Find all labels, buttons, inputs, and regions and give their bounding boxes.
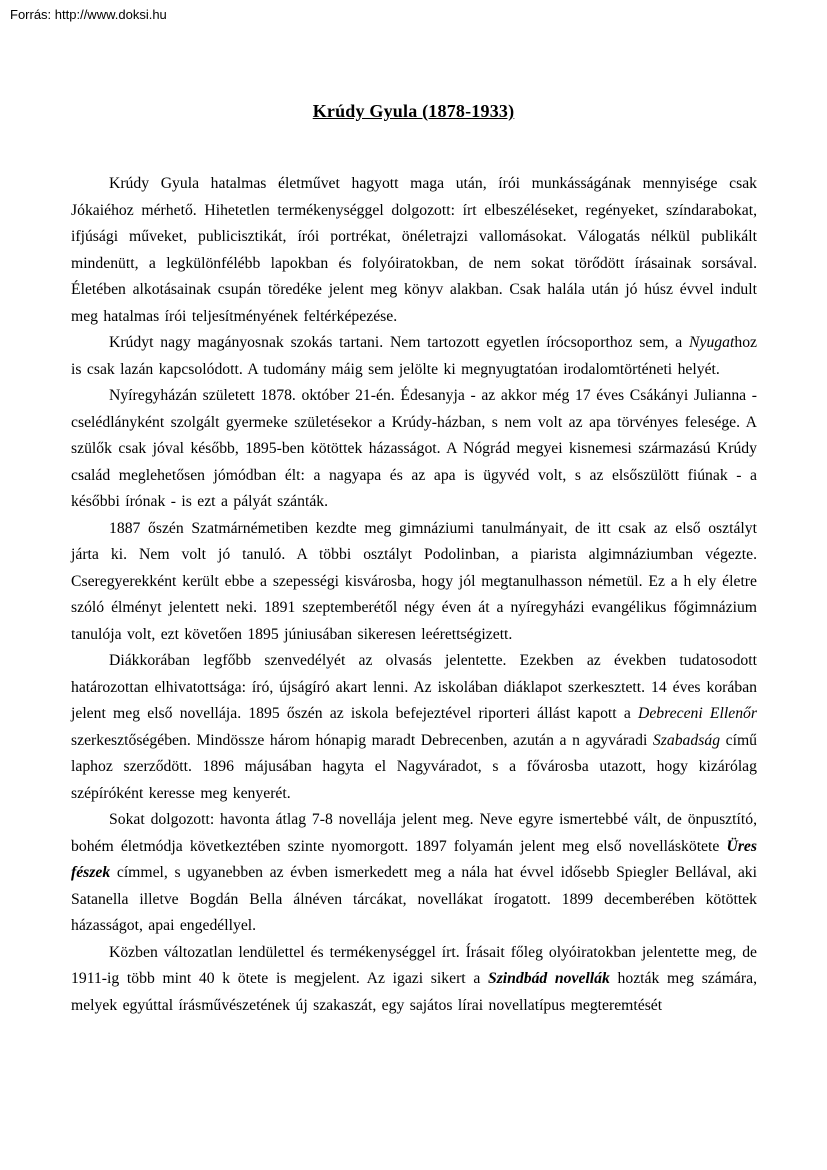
text-run: Nyíregyházán született 1878. október 21-én. Édesanyja - az akkor még 17 éves Csákányi Julianna - cselédlányként szolgált gyermeke születésekor a Krúdy-házban, s nem volt az apa törvényes felesége. A szülők csak jóval később, 1895-ben kötöttek házasságot. A Nógrád megyei kisnemesi származású Krúdy család meglehetősen jómódban élt: a nagyapa és az apa is ügyvéd volt, s az elsőszülött fiúnak - a későbbi írónak - is ezt a pályát szánták. xyxy=(71,387,757,510)
text-run: hoz is csak lazán kapcsolódott. A tudomány máig sem jelölte ki megnyugtatóan irodalomtörténeti helyét. xyxy=(71,334,757,378)
text-run: hozták meg számára, melyek egyúttal írásművészetének új szakaszát, egy sajátos lírai novellatípus megteremtését xyxy=(71,970,757,1014)
paragraph xyxy=(71,171,757,330)
paragraph xyxy=(71,807,757,940)
text-run: címmel, s ugyanebben az évben ismerkedett meg a nála hat évvel idősebb Spiegler Bellával, aki Satanella illetve Bogdán Bella álnéven tárcákat, novellákat írogatott. 1899 decemberében kötöttek házasságot, apai engedéllyel. xyxy=(71,864,757,934)
text-run: Szindbád novellák xyxy=(487,970,610,987)
text-run: Közben változatlan lendülettel és termékenységgel írt. Írásait főleg olyóiratokban jelentette meg, de 1911-ig több mint 40 k ötete is megjelent. Az igazi sikert a xyxy=(71,943,757,987)
page-title: Krúdy Gyula (1878-1933) xyxy=(312,101,515,121)
text-run: Sokat dolgozott: havonta átlag 7-8 novellája jelent meg. Neve egyre ismertebbé vált, de önpusztító, bohém életmódja következtében szinte nyomorgott. 1897 folyamán jelent meg első novelláskötete xyxy=(71,811,757,855)
text-run: Üres fészek xyxy=(71,837,757,881)
document-body xyxy=(71,171,757,1019)
paragraph xyxy=(71,516,757,649)
paragraph xyxy=(71,940,757,1020)
text-run: Krúdyt nagy magányosnak szokás tartani. Nem tartozott egyetlen írócsoporthoz sem, a xyxy=(109,334,690,351)
text-run: Szabadság xyxy=(652,731,721,749)
text-run: Nyugat xyxy=(689,334,735,351)
source-url-line: Forrás: http://www.doksi.hu xyxy=(10,7,167,22)
text-run: Diákkorában legfőbb szenvedélyét az olvasás jelentette. Ezekben az években tudatosodott határozottan elhivatottsága: író, újságíró akart lenni. Az iskolában diáklapot szerkesztett. 14 éves korában jelent meg első novellája. 1895 őszén az iskola befejeztével riporteri állást kapott a xyxy=(71,652,757,722)
text-run: szerkesztőségében. Mindössze három hónapig maradt Debrecenben, azután a n agyváradi xyxy=(71,731,653,749)
text-run: 1887 őszén Szatmárnémetiben kezdte meg gimnáziumi tanulmányait, de itt csak az első osztályt járta ki. Nem volt jó tanuló. A többi osztályt Podolinban, a piarista algimnáziumban végezte. Cseregyerekként került ebbe a szepességi kisvárosba, hogy jól megtanulhasson németül. Ez a h ely életre szóló élményt jelentett neki. 1891 szeptemberétől négy éven át a nyíregyházi evangélikus főgimnázium tanulója volt, ezt követően 1895 júniusában sikeresen leérettségizett. xyxy=(71,519,757,643)
paragraph xyxy=(71,330,757,383)
paragraph xyxy=(71,383,757,516)
text-run: Krúdy Gyula hatalmas életművet hagyott maga után, írói munkásságának mennyisége csak Jókaiéhoz mérhető. Hihetetlen termékenységgel dolgozott: írt elbeszéléseket, regényeket, színdarabokat, ifjúsági műveket, publicisztikát, írói portrékat, önéletrajzi vallomásokat. Válogatás nélkül publikált mindenütt, a legkülönfélébb lapokban és folyóiratokban, de nem sokat törődött írásainak sorsával. Életében alkotásainak csupán töredéke jelent meg könyv alakban. Csak halála után jó húsz évvel indult meg hatalmas írói teljesítményének feltérképezése. xyxy=(71,175,757,325)
text-run: Debreceni Ellenőr xyxy=(637,705,757,722)
paragraph xyxy=(71,648,757,807)
text-run: című laphoz szerződött. 1896 májusában hagyta el Nagyváradot, s a fővárosba utazott, hogy kizárólag szépíróként keresse meg kenyerét. xyxy=(71,731,757,802)
